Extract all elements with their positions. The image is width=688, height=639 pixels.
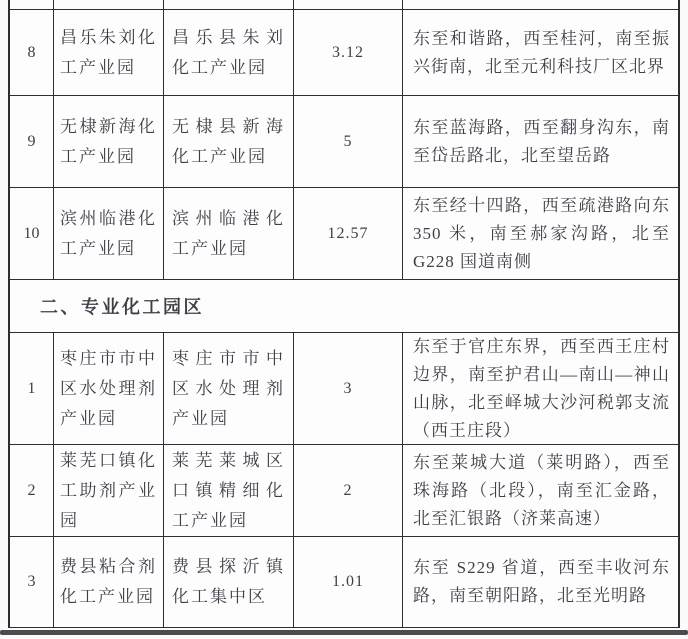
table-row	[10, 188, 678, 280]
park-boundary-text: 东至于官庄东界，西至西王庄村边界，南至护君山—南山—神山山脉，北至峄城大沙河税郭支流（西王庄段）	[413, 336, 670, 440]
row-number: 3	[10, 537, 54, 627]
table-row	[10, 333, 678, 445]
park-full-name	[164, 333, 294, 444]
park-short-name-text: 费县粘合剂化工产业园	[60, 557, 157, 606]
park-full-name-text: 枣庄市市中区水处理剂产业园	[172, 348, 285, 428]
park-area-value: 1.01	[294, 537, 403, 627]
park-full-name-text: 费县探沂镇化工集中区	[172, 557, 285, 606]
industrial-parks-table	[8, 0, 680, 628]
park-short-name-text: 莱芜口镇化工助剂产业园	[60, 450, 157, 530]
park-full-name-text: 无棣县新海化工产业园	[172, 116, 285, 166]
park-short-name-text: 滨州临港化工产业园	[60, 208, 157, 258]
park-short-name-text: 无棣新海化工产业园	[60, 116, 157, 166]
park-full-name	[164, 445, 294, 536]
park-short-name	[54, 10, 164, 95]
park-boundary	[403, 445, 678, 536]
row-number: 10	[10, 188, 54, 279]
park-area-value: 3.12	[294, 10, 403, 95]
park-full-name	[164, 96, 294, 187]
park-short-name-text: 枣庄市市中区水处理剂产业园	[60, 348, 157, 428]
park-area-value: 2	[294, 445, 403, 536]
park-boundary	[403, 537, 678, 627]
park-boundary-text: 东至经十四路，西至疏港路向东350 米，南至郝家沟路，北至G228 国道南侧	[413, 195, 670, 271]
park-boundary	[403, 96, 678, 187]
park-full-name-text: 滨州临港化工产业园	[172, 208, 285, 258]
section-header-row	[10, 280, 678, 333]
park-full-name	[164, 188, 294, 279]
park-boundary	[403, 333, 678, 444]
park-short-name	[54, 537, 164, 627]
bottom-divider-bar	[0, 630, 688, 635]
park-full-name	[164, 10, 294, 95]
park-boundary-text: 东至莱城大道（莱明路），西至珠海路（北段），南至汇金路，北至汇银路（济莱高速）	[413, 452, 670, 528]
table-row	[10, 445, 678, 537]
park-boundary	[403, 188, 678, 279]
park-area-value: 5	[294, 96, 403, 187]
park-short-name	[54, 445, 164, 536]
park-short-name-text: 昌乐朱刘化工产业园	[60, 27, 157, 77]
partial-cell	[10, 0, 54, 9]
row-number: 9	[10, 96, 54, 187]
table-row	[10, 96, 678, 188]
park-full-name-text: 昌乐县朱刘化工产业园	[172, 27, 285, 77]
park-full-name-text: 莱芜莱城区口镇精细化工产业园	[172, 450, 285, 530]
park-short-name	[54, 96, 164, 187]
partial-cell	[294, 0, 403, 9]
park-short-name	[54, 188, 164, 279]
table-row	[10, 10, 678, 96]
park-short-name	[54, 333, 164, 444]
partial-cell	[164, 0, 294, 9]
row-number: 2	[10, 445, 54, 536]
partial-cell	[54, 0, 164, 9]
park-area-value: 3	[294, 333, 403, 444]
row-number: 8	[10, 10, 54, 95]
park-boundary-text: 东至蓝海路，西至翻身沟东，南至岱岳路北，北至望岳路	[413, 117, 670, 165]
table-row	[10, 537, 678, 628]
partial-cell	[403, 0, 678, 9]
row-number: 1	[10, 333, 54, 444]
park-boundary-text: 东至 S229 省道，西至丰收河东路，南至朝阳路，北至光明路	[413, 558, 670, 605]
section-header-title: 二、专业化工园区	[40, 297, 204, 317]
partial-row-top	[10, 0, 678, 10]
park-full-name	[164, 537, 294, 627]
park-area-value: 12.57	[294, 188, 403, 279]
park-boundary	[403, 10, 678, 95]
park-boundary-text: 东至和谐路，西至桂河，南至振兴街南，北至元利科技厂区北界	[413, 28, 670, 76]
